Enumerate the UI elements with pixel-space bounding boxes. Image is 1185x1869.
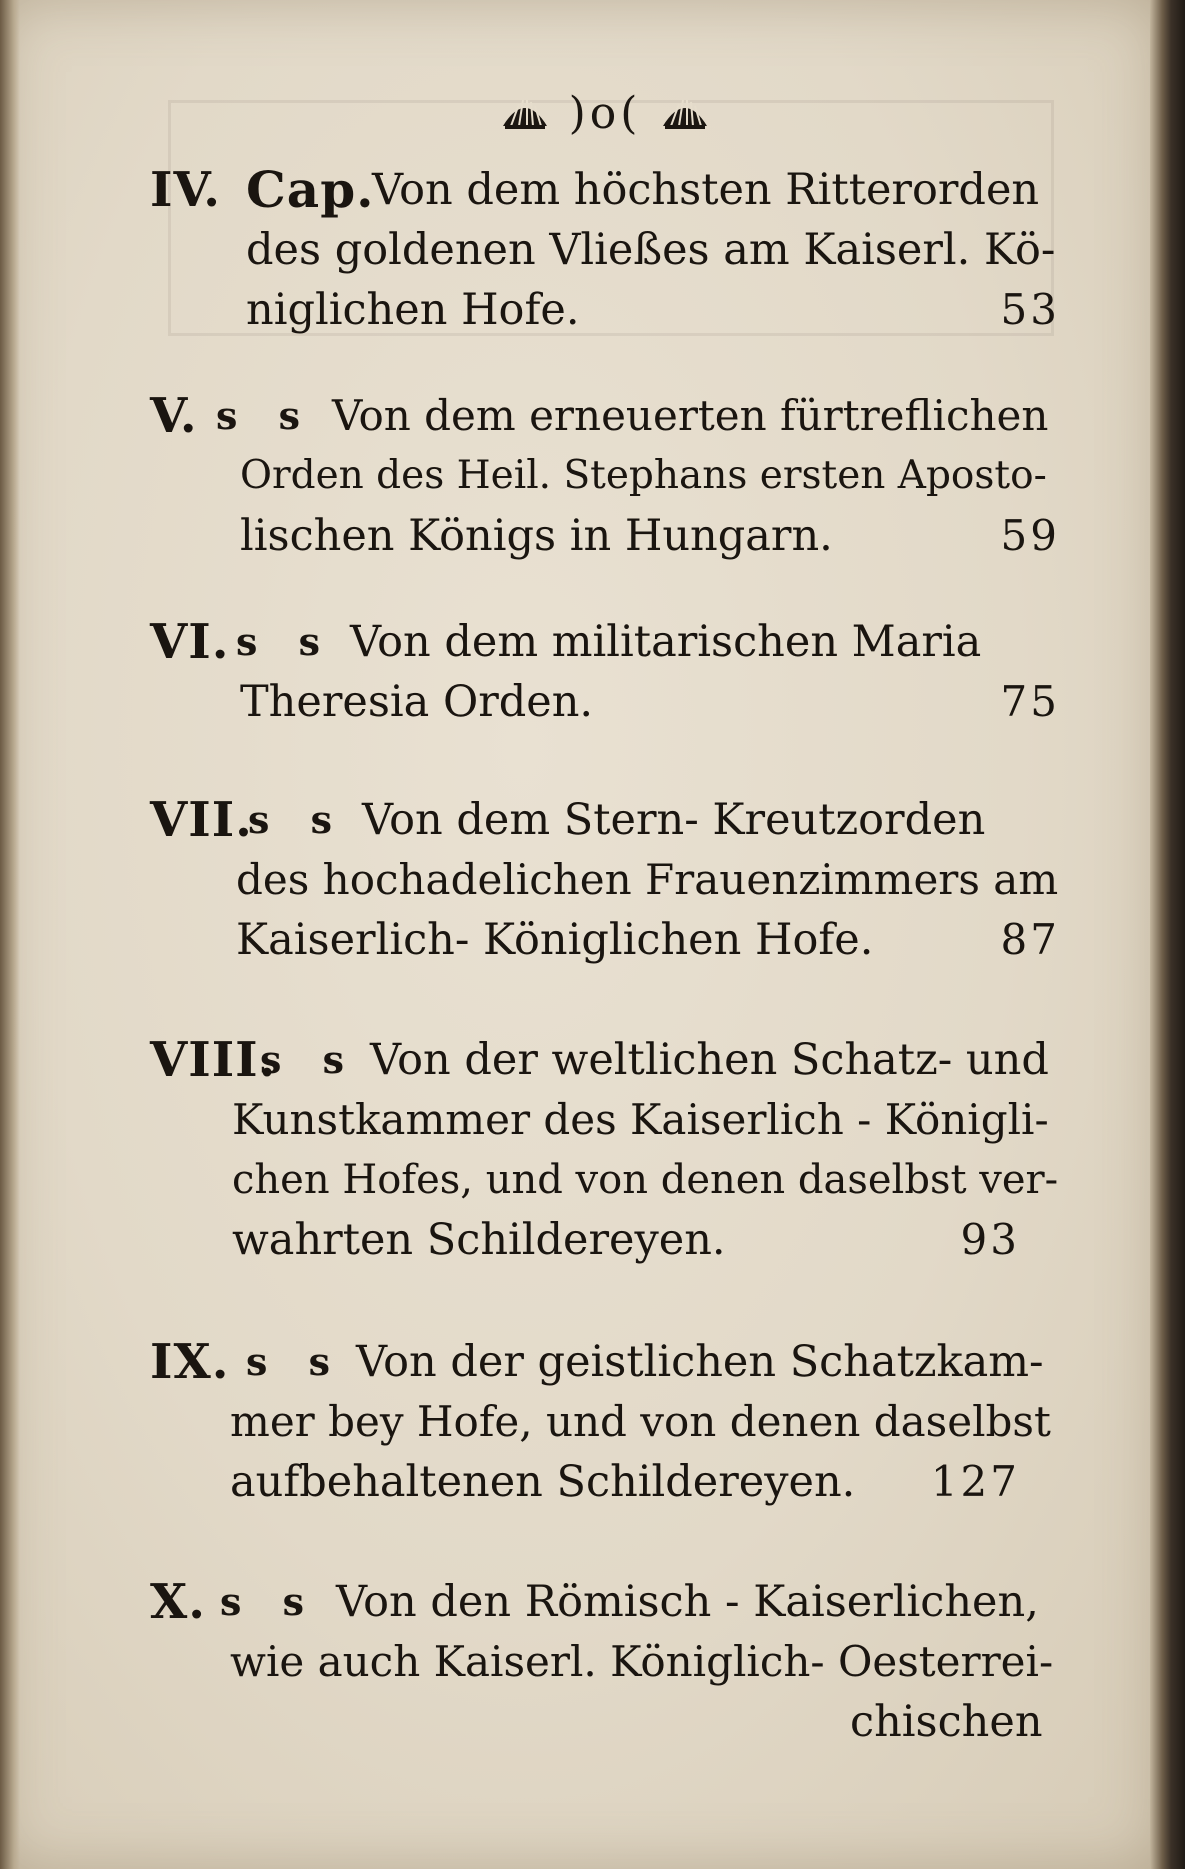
catchword: chischen xyxy=(850,1697,1043,1747)
entry-title-line: wie auch Kaiserl. Königlich- Oesterrei- xyxy=(230,1637,1054,1686)
ditto-marks: s s xyxy=(248,797,347,842)
chapter-marker: Cap. xyxy=(246,160,375,219)
entry-title-line: Orden des Heil. Stephans ersten Aposto- xyxy=(240,453,1047,498)
running-head-text: )o( xyxy=(568,87,642,139)
entry-title-line: niglichen Hofe. xyxy=(246,285,580,335)
chapter-numeral: X. xyxy=(150,1574,206,1630)
page-number: 75 xyxy=(1000,677,1060,726)
entry-title-line: wahrten Schildereyen. xyxy=(232,1215,726,1265)
entry-title-line: Kaiserlich- Königlichen Hofe. xyxy=(236,915,874,965)
entry-title-line: Von den Römisch - Kaiserlichen, xyxy=(336,1577,1039,1627)
entry-title-line: chen Hofes, und von denen daselbst ver- xyxy=(232,1157,1059,1203)
page-edge-right xyxy=(1150,0,1185,1869)
chapter-numeral: VII. xyxy=(150,792,253,848)
page-gutter-left xyxy=(0,0,20,1869)
page-number: 127 xyxy=(930,1457,1020,1506)
entry-title-line: Von der weltlichen Schatz- und xyxy=(370,1035,1049,1085)
ditto-marks: s s xyxy=(236,619,335,664)
entry-title-line: Von dem Stern- Kreutzorden xyxy=(362,795,986,845)
entry-title-line: des goldenen Vließes am Kaiserl. Kö- xyxy=(246,225,1056,275)
entry-title-line: Von dem militarischen Maria xyxy=(350,617,982,667)
entry-title-line: Von dem erneuerten fürtreflichen xyxy=(332,391,1049,440)
ditto-marks: s s xyxy=(216,393,315,438)
ditto-marks: s s xyxy=(260,1037,359,1082)
entry-title-line: aufbehaltenen Schildereyen. xyxy=(230,1457,856,1507)
ditto-marks: s s xyxy=(220,1579,319,1624)
chapter-numeral: VIII. xyxy=(150,1032,277,1088)
chapter-numeral: V. xyxy=(150,388,198,444)
entry-title-line: Theresia Orden. xyxy=(240,677,594,727)
page-number: 87 xyxy=(1000,915,1060,964)
chapter-numeral: IX. xyxy=(150,1334,230,1390)
page-number: 53 xyxy=(1000,285,1060,334)
table-of-contents xyxy=(150,0,1060,1869)
page-number: 59 xyxy=(1000,511,1060,560)
entry-title-line: Von der geistlichen Schatzkam- xyxy=(356,1337,1044,1387)
entry-title-line: lischen Königs in Hungarn. xyxy=(240,511,833,561)
entry-title-line: des hochadelichen Frauenzimmers am xyxy=(236,855,1059,904)
chapter-numeral: VI. xyxy=(150,614,230,670)
entry-title-line: Von dem höchsten Ritterorden xyxy=(372,165,1040,215)
ditto-marks: s s xyxy=(246,1339,345,1384)
chapter-numeral: IV. xyxy=(150,162,222,218)
page-number: 93 xyxy=(960,1215,1020,1264)
entry-title-line: mer bey Hofe, und von denen daselbst xyxy=(230,1397,1051,1446)
entry-title-line: Kunstkammer des Kaiserlich - Königli- xyxy=(232,1095,1049,1144)
